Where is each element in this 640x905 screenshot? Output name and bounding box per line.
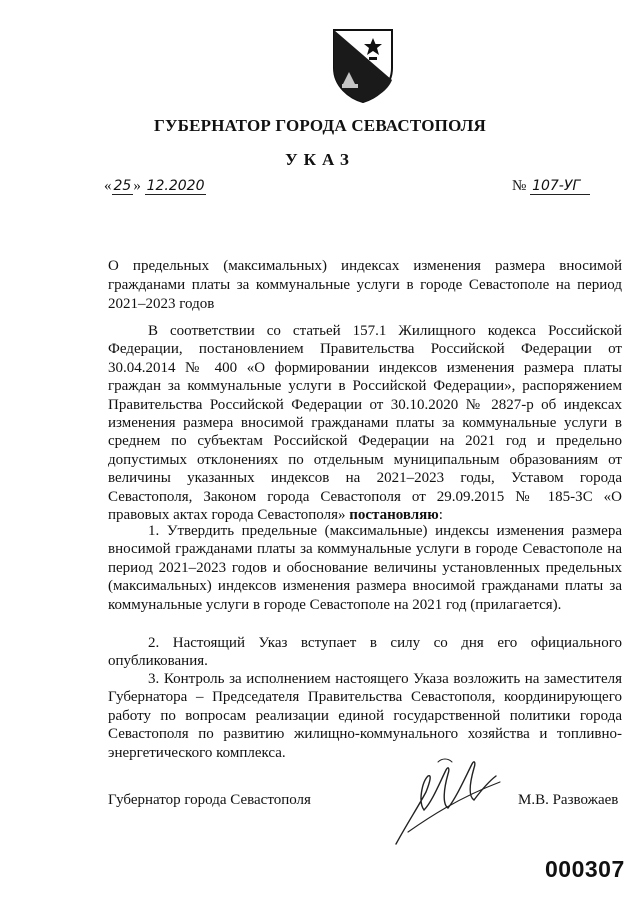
document-type: УКАЗ <box>285 150 355 169</box>
preamble-text: В соответствии со статьей 157.1 Жилищного кодекса Российской Федерации, постановлением Правительства Российской Федерации от 30.04.2014 № 400 «О формировании индексов изменения размера платы граждан за коммунальные услуги в Российской Федерации», распоряжением Правительства Российской Федерации от 30.10.2020 № 2827-р об индексах изменения размера вносимой гражданами платы за коммунальные услуги в среднем по субъектам Российской Федерации на 2021 год и предельно допустимых отклонениях по отдельным муниципальным образованиям от величины указанных индексов на 2021–2023 годы, Уставом города Севастополя, Законом города Севастополя от 29.09.2015 № 185-ЗС «О правовых актах города Севастополя» <box>108 323 622 524</box>
document-subject: О предельных (максимальных) индексах изменения размера вносимой гражданами платы за коммунальные услуги в городе Севастополе на период 2021–2023 годов <box>108 258 622 312</box>
document-number <box>512 178 590 195</box>
decree-item-1: 1. Утвердить предельные (максимальные) индексы изменения размера вносимой гражданами платы за коммунальные услуги в городе Севастополе на период 2021–2023 годов и обоснование величины установленных предельных (максимальных) индексов изменения размера вносимой гражданами платы за коммунальные услуги в городе Севастополе на 2021 год (прилагается). <box>108 523 622 613</box>
number-value: 107-УГ <box>530 178 590 195</box>
issuer-title: ГУБЕРНАТОР ГОРОДА СЕВАСТОПОЛЯ <box>153 116 486 135</box>
signatory-name: М.В. Развожаев <box>518 792 619 808</box>
date-open-quote: « <box>104 178 112 194</box>
date-close-quote: » <box>133 178 141 194</box>
decree-word: постановляю <box>349 507 439 524</box>
preamble-paragraph <box>108 322 622 524</box>
signatory-title: Губернатор города Севастополя <box>108 792 311 808</box>
serial-number: 000307 <box>545 856 625 882</box>
decree-item-2: 2. Настоящий Указ вступает в силу со дня его официального опубликования. <box>108 635 622 670</box>
date-month-year: 12.2020 <box>146 178 205 194</box>
date-day: 25 <box>113 178 132 194</box>
document-date <box>104 178 206 195</box>
signature-icon <box>388 752 508 852</box>
decree-item-3: 3. Контроль за исполнением настоящего Указа возложить на заместителя Губернатора – Председателя Правительства Севастополя, координирующего работу по вопросам реализации единой государственной политики города Севастополя по развитию жилищно-коммунального хозяйства и топливно-энергетического комплекса. <box>108 671 622 761</box>
coat-of-arms-icon <box>331 28 395 104</box>
preamble-colon: : <box>438 507 443 524</box>
number-prefix: № <box>512 178 527 194</box>
